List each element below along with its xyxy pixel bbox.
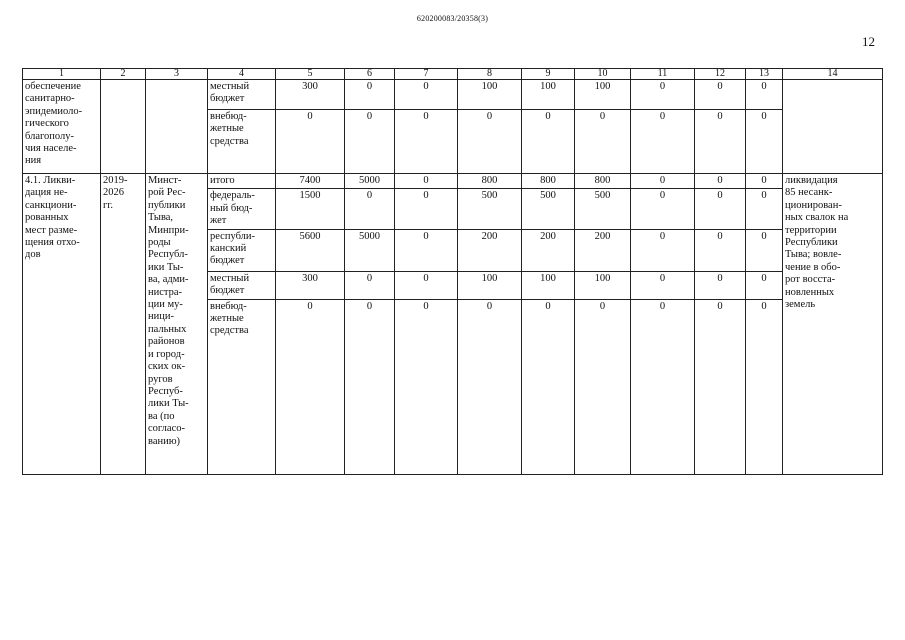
cell-line: земель bbox=[785, 299, 816, 311]
value-cell: 200 bbox=[522, 229, 575, 271]
value-cell: 0 bbox=[631, 271, 695, 299]
column-header: 3 bbox=[146, 69, 208, 80]
cell-line: 4.1. Ликви- bbox=[25, 175, 76, 186]
value-cell: 0 bbox=[746, 110, 783, 174]
cell-line: ционирован- bbox=[785, 199, 842, 211]
value-cell: 100 bbox=[575, 80, 631, 110]
cell-line: дов bbox=[25, 249, 41, 261]
funding-source-cell bbox=[208, 110, 276, 174]
cell-line: лики Ты- bbox=[148, 398, 189, 410]
cell-line: нистра- bbox=[148, 286, 183, 298]
value-cell: 0 bbox=[522, 110, 575, 174]
cell-line: Тыва; вовле- bbox=[785, 249, 842, 261]
value-cell: 0 bbox=[746, 229, 783, 271]
cell-line: федераль- bbox=[210, 190, 255, 202]
cell-line: местный bbox=[210, 81, 250, 92]
value-cell: 0 bbox=[631, 229, 695, 271]
cell-line: мест разме- bbox=[25, 224, 78, 236]
value-cell: 0 bbox=[695, 271, 746, 299]
value-cell: 0 bbox=[395, 110, 458, 174]
measure-name-cell bbox=[23, 174, 101, 475]
value-cell: 0 bbox=[395, 174, 458, 189]
cell-line: щения отхо- bbox=[25, 237, 80, 249]
cell-line: ики Ты- bbox=[148, 261, 184, 273]
column-header: 11 bbox=[631, 69, 695, 80]
cell-line: рованных bbox=[25, 212, 69, 224]
value-cell: 0 bbox=[458, 299, 522, 474]
cell-line: ный бюд- bbox=[210, 202, 253, 214]
value-cell: 0 bbox=[746, 174, 783, 189]
column-header: 2 bbox=[101, 69, 146, 80]
cell-line: гг. bbox=[103, 199, 114, 211]
cell-line: 2026 bbox=[103, 187, 124, 199]
cell-line: санкциони- bbox=[25, 199, 77, 211]
column-header: 7 bbox=[395, 69, 458, 80]
funding-source-cell bbox=[208, 299, 276, 474]
value-cell: 0 bbox=[345, 271, 395, 299]
cell-line: районов bbox=[148, 336, 185, 348]
cell-line: средства bbox=[210, 135, 249, 147]
cell-line: средства bbox=[210, 325, 249, 337]
value-cell: 0 bbox=[522, 299, 575, 474]
cell-line: Респуб- bbox=[148, 385, 183, 397]
value-cell: 800 bbox=[575, 174, 631, 189]
cell-line: ных свалок на bbox=[785, 212, 849, 224]
value-cell: 0 bbox=[746, 299, 783, 474]
cell-line: обеспечение bbox=[25, 81, 81, 92]
cell-line: пальных bbox=[148, 323, 187, 335]
value-cell: 0 bbox=[695, 110, 746, 174]
budget-table bbox=[22, 68, 883, 475]
cell-line: ния bbox=[25, 155, 42, 167]
cell-line: ва, адми- bbox=[148, 274, 189, 286]
value-cell: 0 bbox=[395, 189, 458, 229]
page-number: 12 bbox=[862, 34, 875, 49]
cell-line: новленных bbox=[785, 286, 835, 298]
cell-line: жетные bbox=[210, 313, 244, 325]
funding-source-cell bbox=[208, 189, 276, 229]
value-cell: 0 bbox=[345, 80, 395, 110]
value-cell: 0 bbox=[395, 229, 458, 271]
cell-line: Минст- bbox=[148, 175, 182, 186]
executor-cell bbox=[146, 80, 208, 174]
value-cell: 5600 bbox=[276, 229, 345, 271]
column-header: 14 bbox=[783, 69, 883, 80]
cell-line: местный bbox=[210, 272, 250, 284]
value-cell: 7400 bbox=[276, 174, 345, 189]
value-cell: 0 bbox=[276, 110, 345, 174]
value-cell: 0 bbox=[276, 299, 345, 474]
value-cell: 5000 bbox=[345, 229, 395, 271]
cell-line: благополу- bbox=[25, 130, 74, 142]
value-cell: 0 bbox=[395, 271, 458, 299]
cell-line: итого bbox=[210, 175, 235, 186]
table-body bbox=[23, 69, 883, 475]
cell-line: роды bbox=[148, 237, 171, 249]
cell-line: дация не- bbox=[25, 187, 68, 199]
cell-line: ции му- bbox=[148, 299, 183, 311]
cell-line: бюджет bbox=[210, 285, 245, 297]
value-cell: 0 bbox=[345, 189, 395, 229]
period-cell bbox=[101, 174, 146, 475]
table-row bbox=[23, 80, 883, 110]
value-cell: 5000 bbox=[345, 174, 395, 189]
cell-line: публики bbox=[148, 199, 186, 211]
value-cell: 0 bbox=[695, 299, 746, 474]
cell-line: ванию) bbox=[148, 435, 181, 447]
cell-line: согласо- bbox=[148, 423, 185, 435]
table-row bbox=[23, 174, 883, 189]
value-cell: 100 bbox=[458, 80, 522, 110]
cell-line: чия населе- bbox=[25, 143, 77, 155]
value-cell: 800 bbox=[458, 174, 522, 189]
cell-line: ва (по bbox=[148, 410, 175, 422]
value-cell: 0 bbox=[395, 299, 458, 474]
value-cell: 300 bbox=[276, 80, 345, 110]
cell-line: жетные bbox=[210, 123, 244, 135]
result-cell bbox=[783, 174, 883, 475]
measure-name-cell bbox=[23, 80, 101, 174]
cell-line: внебюд- bbox=[210, 111, 247, 122]
column-header: 5 bbox=[276, 69, 345, 80]
cell-line: бюджет bbox=[210, 93, 245, 105]
value-cell: 0 bbox=[631, 189, 695, 229]
value-cell: 0 bbox=[631, 110, 695, 174]
cell-line: ници- bbox=[148, 311, 174, 323]
value-cell: 0 bbox=[631, 299, 695, 474]
funding-source-cell bbox=[208, 271, 276, 299]
cell-line: бюджет bbox=[210, 255, 245, 267]
cell-line: гического bbox=[25, 118, 69, 130]
value-cell: 0 bbox=[345, 110, 395, 174]
column-header: 9 bbox=[522, 69, 575, 80]
value-cell: 0 bbox=[695, 189, 746, 229]
cell-line: рот восста- bbox=[785, 274, 836, 286]
cell-line: ругов bbox=[148, 373, 173, 385]
cell-line: Республики bbox=[785, 237, 838, 249]
result-cell bbox=[783, 80, 883, 174]
value-cell: 200 bbox=[575, 229, 631, 271]
value-cell: 0 bbox=[695, 229, 746, 271]
cell-line: 85 несанк- bbox=[785, 187, 833, 199]
cell-line: территории bbox=[785, 224, 837, 236]
document-id: 620200083/20358(3) bbox=[416, 14, 489, 23]
cell-line: республи- bbox=[210, 230, 255, 242]
value-cell: 500 bbox=[522, 189, 575, 229]
value-cell: 300 bbox=[276, 271, 345, 299]
cell-line: ских ок- bbox=[148, 361, 186, 373]
column-header: 13 bbox=[746, 69, 783, 80]
value-cell: 0 bbox=[631, 80, 695, 110]
cell-line: и город- bbox=[148, 348, 185, 360]
period-cell bbox=[101, 80, 146, 174]
column-header: 1 bbox=[23, 69, 101, 80]
executor-cell bbox=[146, 174, 208, 475]
column-header: 10 bbox=[575, 69, 631, 80]
value-cell: 100 bbox=[522, 271, 575, 299]
column-header: 8 bbox=[458, 69, 522, 80]
value-cell: 100 bbox=[575, 271, 631, 299]
cell-line: эпидемиоло- bbox=[25, 105, 83, 117]
value-cell: 0 bbox=[631, 174, 695, 189]
cell-line: жет bbox=[210, 215, 227, 227]
header-row bbox=[23, 69, 883, 80]
value-cell: 0 bbox=[695, 80, 746, 110]
value-cell: 100 bbox=[522, 80, 575, 110]
value-cell: 500 bbox=[575, 189, 631, 229]
value-cell: 0 bbox=[695, 174, 746, 189]
cell-line: внебюд- bbox=[210, 300, 247, 312]
value-cell: 800 bbox=[522, 174, 575, 189]
cell-line: ликвидация bbox=[785, 175, 838, 186]
cell-line: чение в обо- bbox=[785, 261, 841, 273]
funding-source-cell bbox=[208, 80, 276, 110]
funding-source-cell bbox=[208, 229, 276, 271]
value-cell: 0 bbox=[746, 189, 783, 229]
column-header: 6 bbox=[345, 69, 395, 80]
value-cell: 0 bbox=[575, 110, 631, 174]
value-cell: 0 bbox=[575, 299, 631, 474]
cell-line: рой Рес- bbox=[148, 187, 186, 199]
cell-line: Минпри- bbox=[148, 224, 189, 236]
cell-line: 2019- bbox=[103, 175, 128, 186]
value-cell: 200 bbox=[458, 229, 522, 271]
column-header: 4 bbox=[208, 69, 276, 80]
value-cell: 500 bbox=[458, 189, 522, 229]
cell-line: канский bbox=[210, 243, 247, 255]
cell-line: Тыва, bbox=[148, 212, 174, 224]
value-cell: 0 bbox=[746, 80, 783, 110]
cell-line: Республ- bbox=[148, 249, 188, 261]
column-header: 12 bbox=[695, 69, 746, 80]
value-cell: 0 bbox=[458, 110, 522, 174]
cell-line: санитарно- bbox=[25, 93, 75, 105]
value-cell: 100 bbox=[458, 271, 522, 299]
value-cell: 0 bbox=[395, 80, 458, 110]
value-cell: 0 bbox=[746, 271, 783, 299]
funding-source-cell bbox=[208, 174, 276, 189]
value-cell: 0 bbox=[345, 299, 395, 474]
value-cell: 1500 bbox=[276, 189, 345, 229]
